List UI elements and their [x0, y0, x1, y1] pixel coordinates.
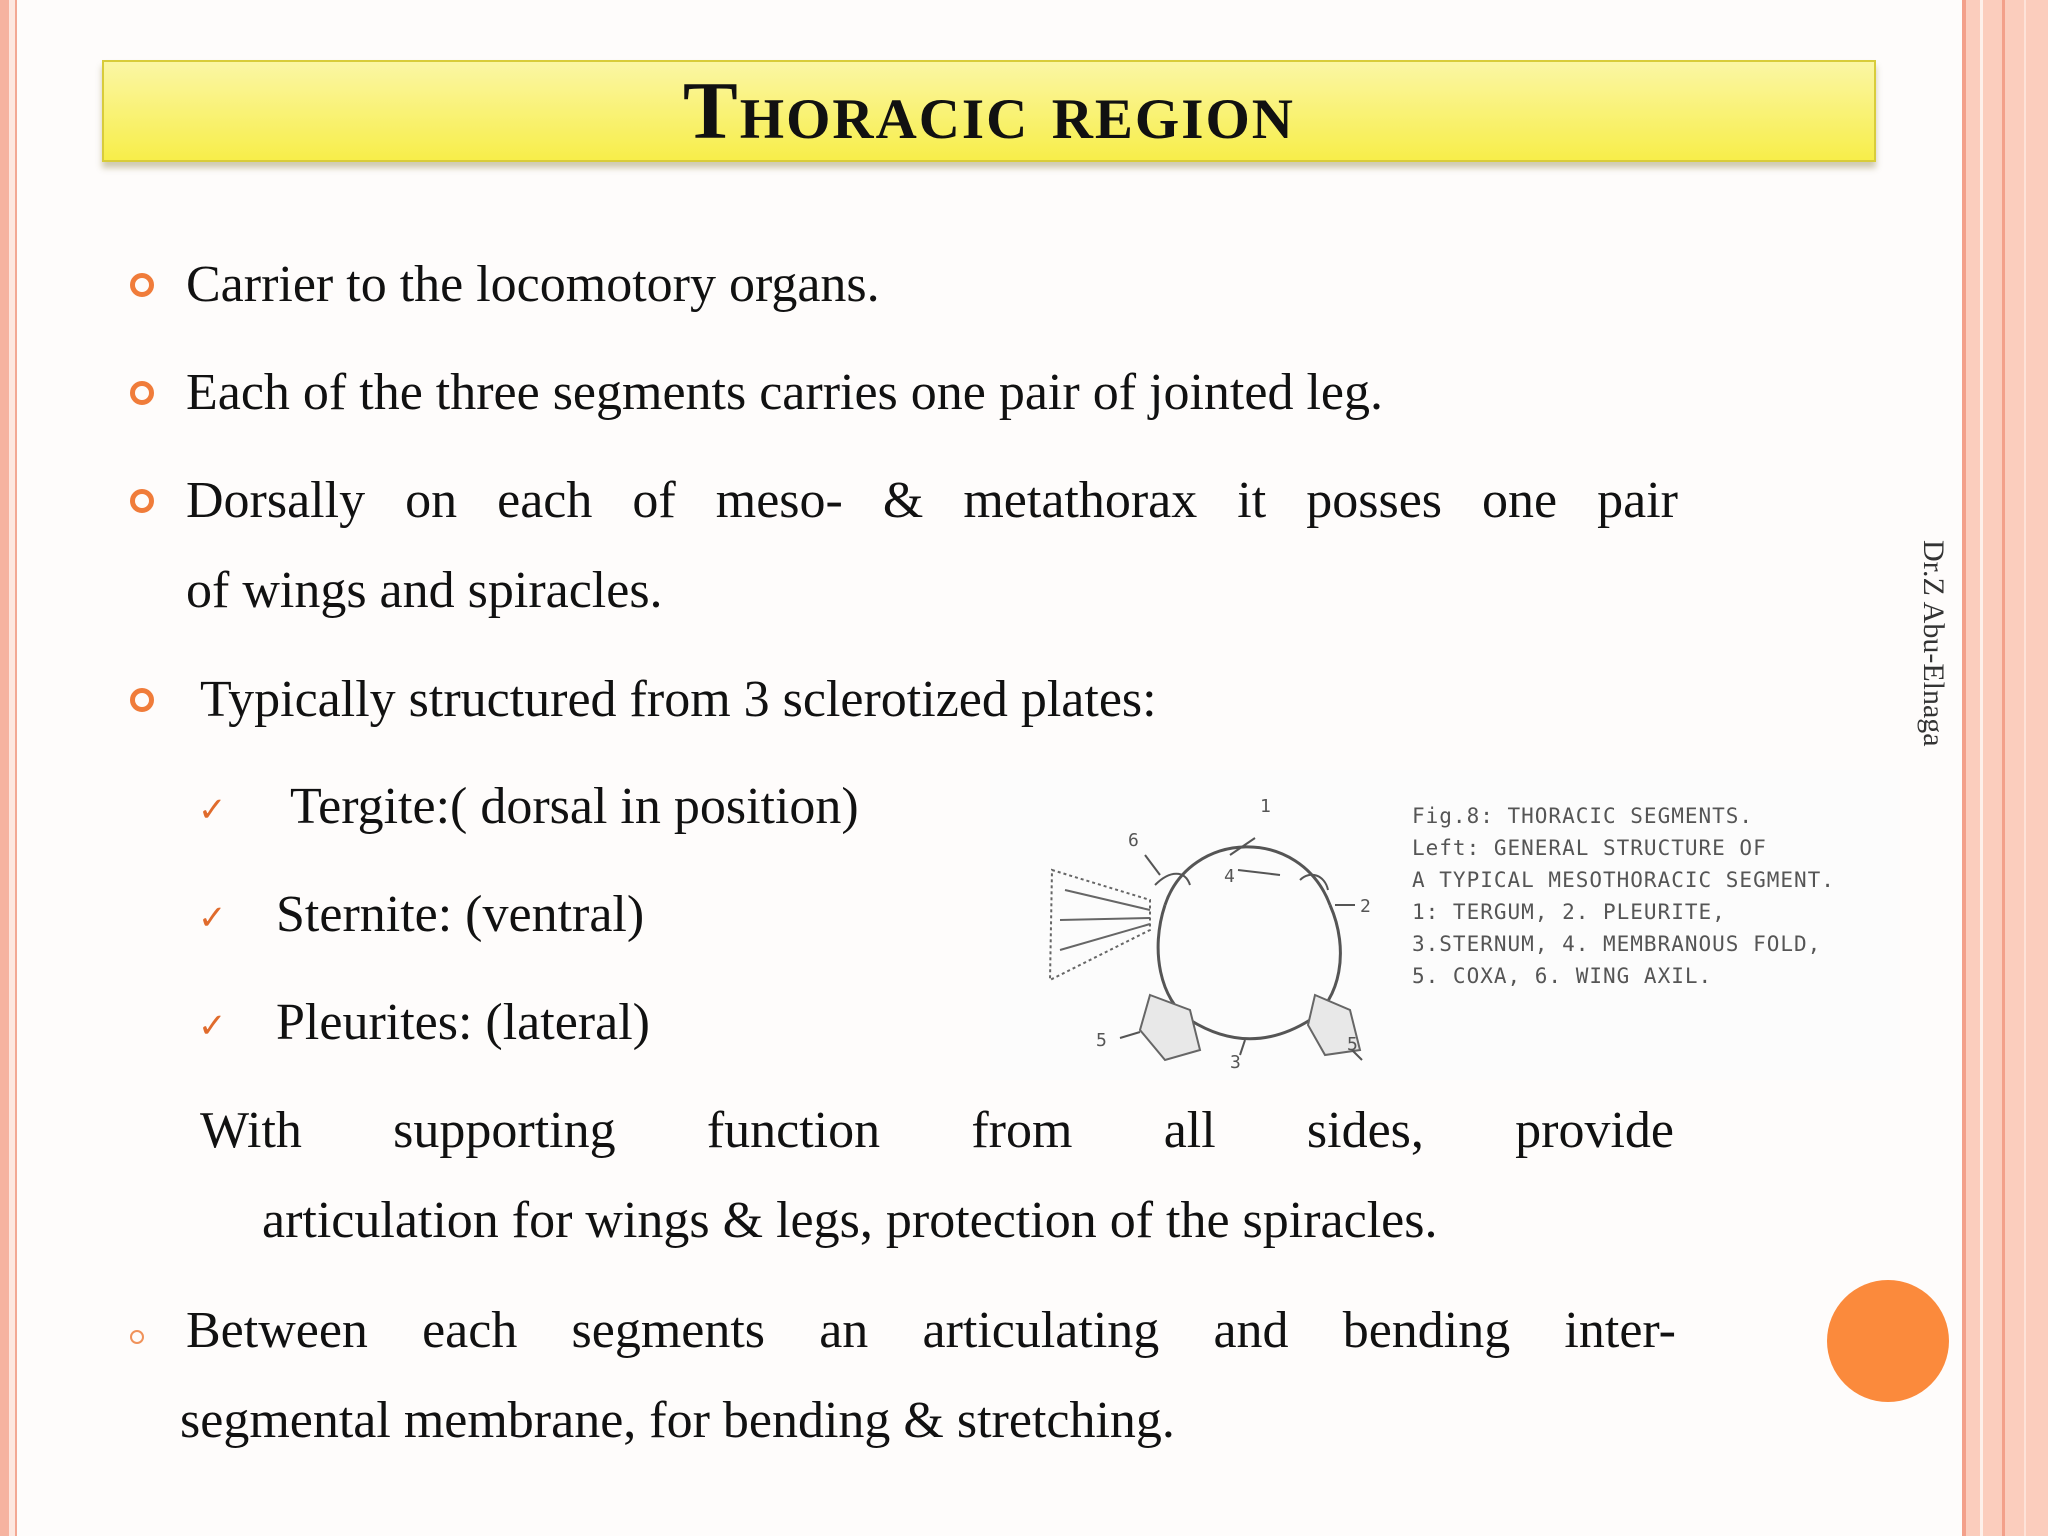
checkmark-icon: ✓: [198, 792, 227, 829]
support-text-line1: With supporting function from all sides, provide: [200, 1102, 1674, 1159]
thoracic-segment-figure: [990, 770, 1900, 1080]
bullet-text: Dorsally on each of meso- & metathorax it posses one pair: [186, 472, 1678, 529]
support-text-line2: articulation for wings & legs, protection of the spiracles.: [262, 1192, 1438, 1249]
bullet-text: Between each segments an articulating and bending inter-: [186, 1302, 1676, 1359]
figure-caption-line: 5. COXA, 6. WING AXIL.: [1412, 964, 1713, 988]
right-border-line: [2002, 0, 2005, 1536]
check-item-sternite: Sternite: (ventral): [276, 886, 645, 943]
figure-caption-line: Fig.8: THORACIC SEGMENTS.: [1412, 804, 1754, 828]
figure-label-1: 1: [1260, 796, 1271, 817]
bullet-text: Each of the three segments carries one pair of jointed leg.: [186, 364, 1383, 421]
bullet-marker-icon: [130, 688, 154, 712]
figure-caption-line: 1: TERGUM, 2. PLEURITE,: [1412, 900, 1726, 924]
figure-caption-line: 3.STERNUM, 4. MEMBRANOUS FOLD,: [1412, 932, 1822, 956]
bullet-marker-icon: [130, 381, 154, 405]
figure-label-5-right: 5: [1347, 1034, 1358, 1055]
bullet-marker-icon: [130, 273, 154, 297]
figure-caption-line: Left: GENERAL STRUCTURE OF: [1412, 836, 1767, 860]
figure-label-2: 2: [1360, 896, 1371, 917]
right-border-band: [1962, 0, 2048, 1536]
right-border-line: [2024, 0, 2026, 1536]
checkmark-icon: ✓: [198, 900, 227, 937]
figure-caption-line: A TYPICAL MESOTHORACIC SEGMENT.: [1412, 868, 1835, 892]
bullet-item: [130, 348, 1675, 438]
bullet-text-continued: of wings and spiracles.: [186, 562, 663, 619]
left-border-stripe: [0, 0, 9, 1536]
check-item-tergite: Tergite:( dorsal in position): [290, 778, 859, 835]
right-border-line: [1962, 0, 1966, 1536]
bullet-text: Typically structured from 3 sclerotized plates:: [200, 671, 1157, 728]
bullet-item: [130, 456, 1678, 636]
bullet-item: [130, 655, 1675, 745]
slide-title: Thoracic region: [683, 65, 1295, 156]
figure-label-6: 6: [1128, 830, 1139, 851]
bullet-item: [130, 1286, 1675, 1466]
coxa-shapes: [1140, 995, 1360, 1060]
checkmark-icon: ✓: [198, 1008, 227, 1045]
bullet-text: Carrier to the locomotory organs.: [186, 256, 880, 313]
author-credit: Dr.Z Abu-Elnaga: [1917, 540, 1950, 747]
right-border-line: [1980, 0, 1983, 1536]
check-item-pleurites: Pleurites: (lateral): [276, 994, 650, 1051]
figure-label-3: 3: [1230, 1052, 1241, 1073]
accent-dot: [1827, 1280, 1949, 1402]
bullet-text-continued: segmental membrane, for bending & stretching.: [180, 1392, 1175, 1449]
bullet-marker-small-icon: [130, 1330, 144, 1344]
bullet-item: [130, 240, 1675, 330]
title-bar: [102, 60, 1876, 162]
figure-label-5-left: 5: [1096, 1030, 1107, 1051]
figure-caption: [1412, 800, 1835, 992]
figure-label-4: 4: [1224, 866, 1235, 887]
bullet-marker-icon: [130, 489, 154, 513]
wing-fan: [1050, 870, 1150, 980]
